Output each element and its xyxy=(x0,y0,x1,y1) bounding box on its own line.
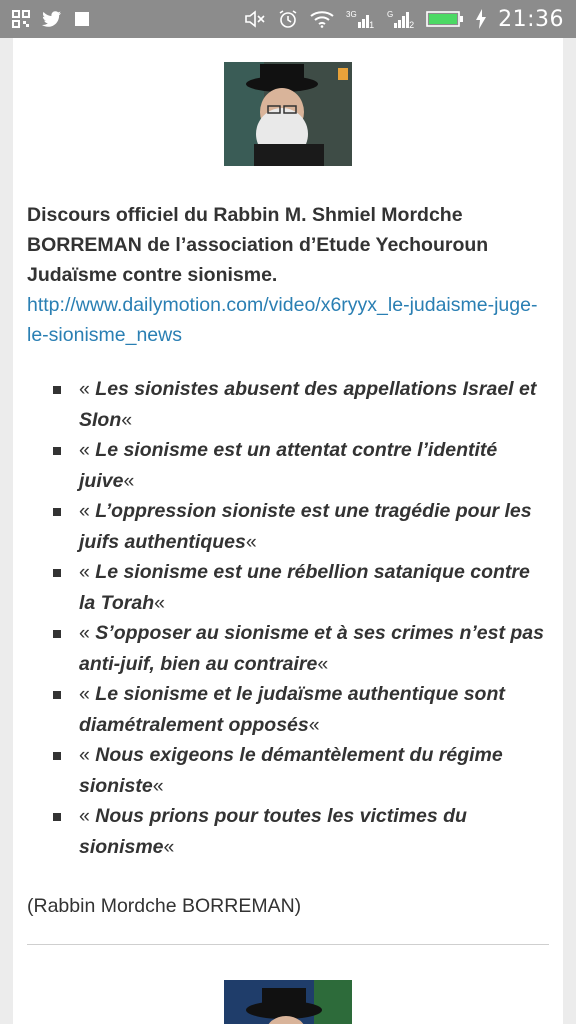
rabbi-video-thumbnail[interactable] xyxy=(224,62,352,166)
list-item: « Nous prions pour toutes les victimes du sionisme« xyxy=(27,801,547,862)
svg-text:G: G xyxy=(387,10,394,19)
status-bar xyxy=(0,0,576,38)
battery-icon xyxy=(426,9,464,29)
bullet-icon xyxy=(53,691,61,699)
bullet-icon xyxy=(53,386,61,394)
list-item: « L’oppression sioniste est une tragédie pour les juifs authentiques« xyxy=(27,496,547,557)
quotes-list xyxy=(27,374,547,862)
twitter-icon xyxy=(42,9,62,29)
qr-scanner-icon xyxy=(12,9,30,29)
dailymotion-link[interactable]: http://www.dailymotion.com/video/x6ryyx_le-judaisme-juge-le-sionisme_news xyxy=(27,294,538,346)
quote-text: S’opposer au sionisme et à ses crimes n’est pas anti-juif, bien au contraire xyxy=(79,622,544,675)
list-item: « S’opposer au sionisme et à ses crimes n’est pas anti-juif, bien au contraire« xyxy=(27,618,547,679)
status-time: 21:36 xyxy=(498,6,564,32)
wifi-icon xyxy=(310,9,334,29)
list-item: « Nous exigeons le démantèlement du régime sioniste« xyxy=(27,740,547,801)
svg-text:3G: 3G xyxy=(346,10,357,19)
signature: (Rabbin Mordche BORREMAN) xyxy=(27,895,302,917)
mute-icon xyxy=(244,9,266,29)
quote-text: L’oppression sioniste est une tragédie pour les juifs authentiques xyxy=(79,500,532,553)
list-item: « Le sionisme est un attentat contre l’identité juive« xyxy=(27,435,547,496)
intro-text: Discours officiel du Rabbin M. Shmiel Mordche BORREMAN de l’association d’Etude Yechouroun Judaïsme contre sionisme. xyxy=(27,204,489,286)
quote-text: Nous exigeons le démantèlement du régime sioniste xyxy=(79,744,503,797)
list-item: « Le sionisme est une rébellion satanique contre la Torah« xyxy=(27,557,547,618)
divider xyxy=(27,944,549,945)
bullet-icon xyxy=(53,630,61,638)
sim2-index: 2 xyxy=(409,20,415,30)
quote-text: Le sionisme et le judaïsme authentique sont diamétralement opposés xyxy=(79,683,505,736)
quote-text: Le sionisme est une rébellion satanique contre la Torah xyxy=(79,561,530,614)
bullet-icon xyxy=(53,813,61,821)
alarm-icon xyxy=(278,9,298,29)
charging-icon xyxy=(476,9,486,29)
bullet-icon xyxy=(53,447,61,455)
quote-text: Les sionistes abusent des appellations Israel et SIon xyxy=(79,378,537,431)
quote-text: Le sionisme est un attentat contre l’identité juive xyxy=(79,439,498,492)
sim1-index: 1 xyxy=(369,20,375,30)
signal-sim2-icon xyxy=(386,9,414,29)
notification-square-icon xyxy=(74,9,90,29)
article-page xyxy=(13,38,563,1024)
list-item: « Le sionisme et le judaïsme authentique sont diamétralement opposés« xyxy=(27,679,547,740)
signal-sim1-icon xyxy=(346,9,374,29)
bullet-icon xyxy=(53,752,61,760)
bullet-icon xyxy=(53,508,61,516)
second-video-thumbnail[interactable] xyxy=(224,980,352,1024)
quote-text: Nous prions pour toutes les victimes du sionisme xyxy=(79,805,467,858)
list-item: « Les sionistes abusent des appellations Israel et SIon« xyxy=(27,374,547,435)
bullet-icon xyxy=(53,569,61,577)
intro-paragraph xyxy=(27,200,547,350)
